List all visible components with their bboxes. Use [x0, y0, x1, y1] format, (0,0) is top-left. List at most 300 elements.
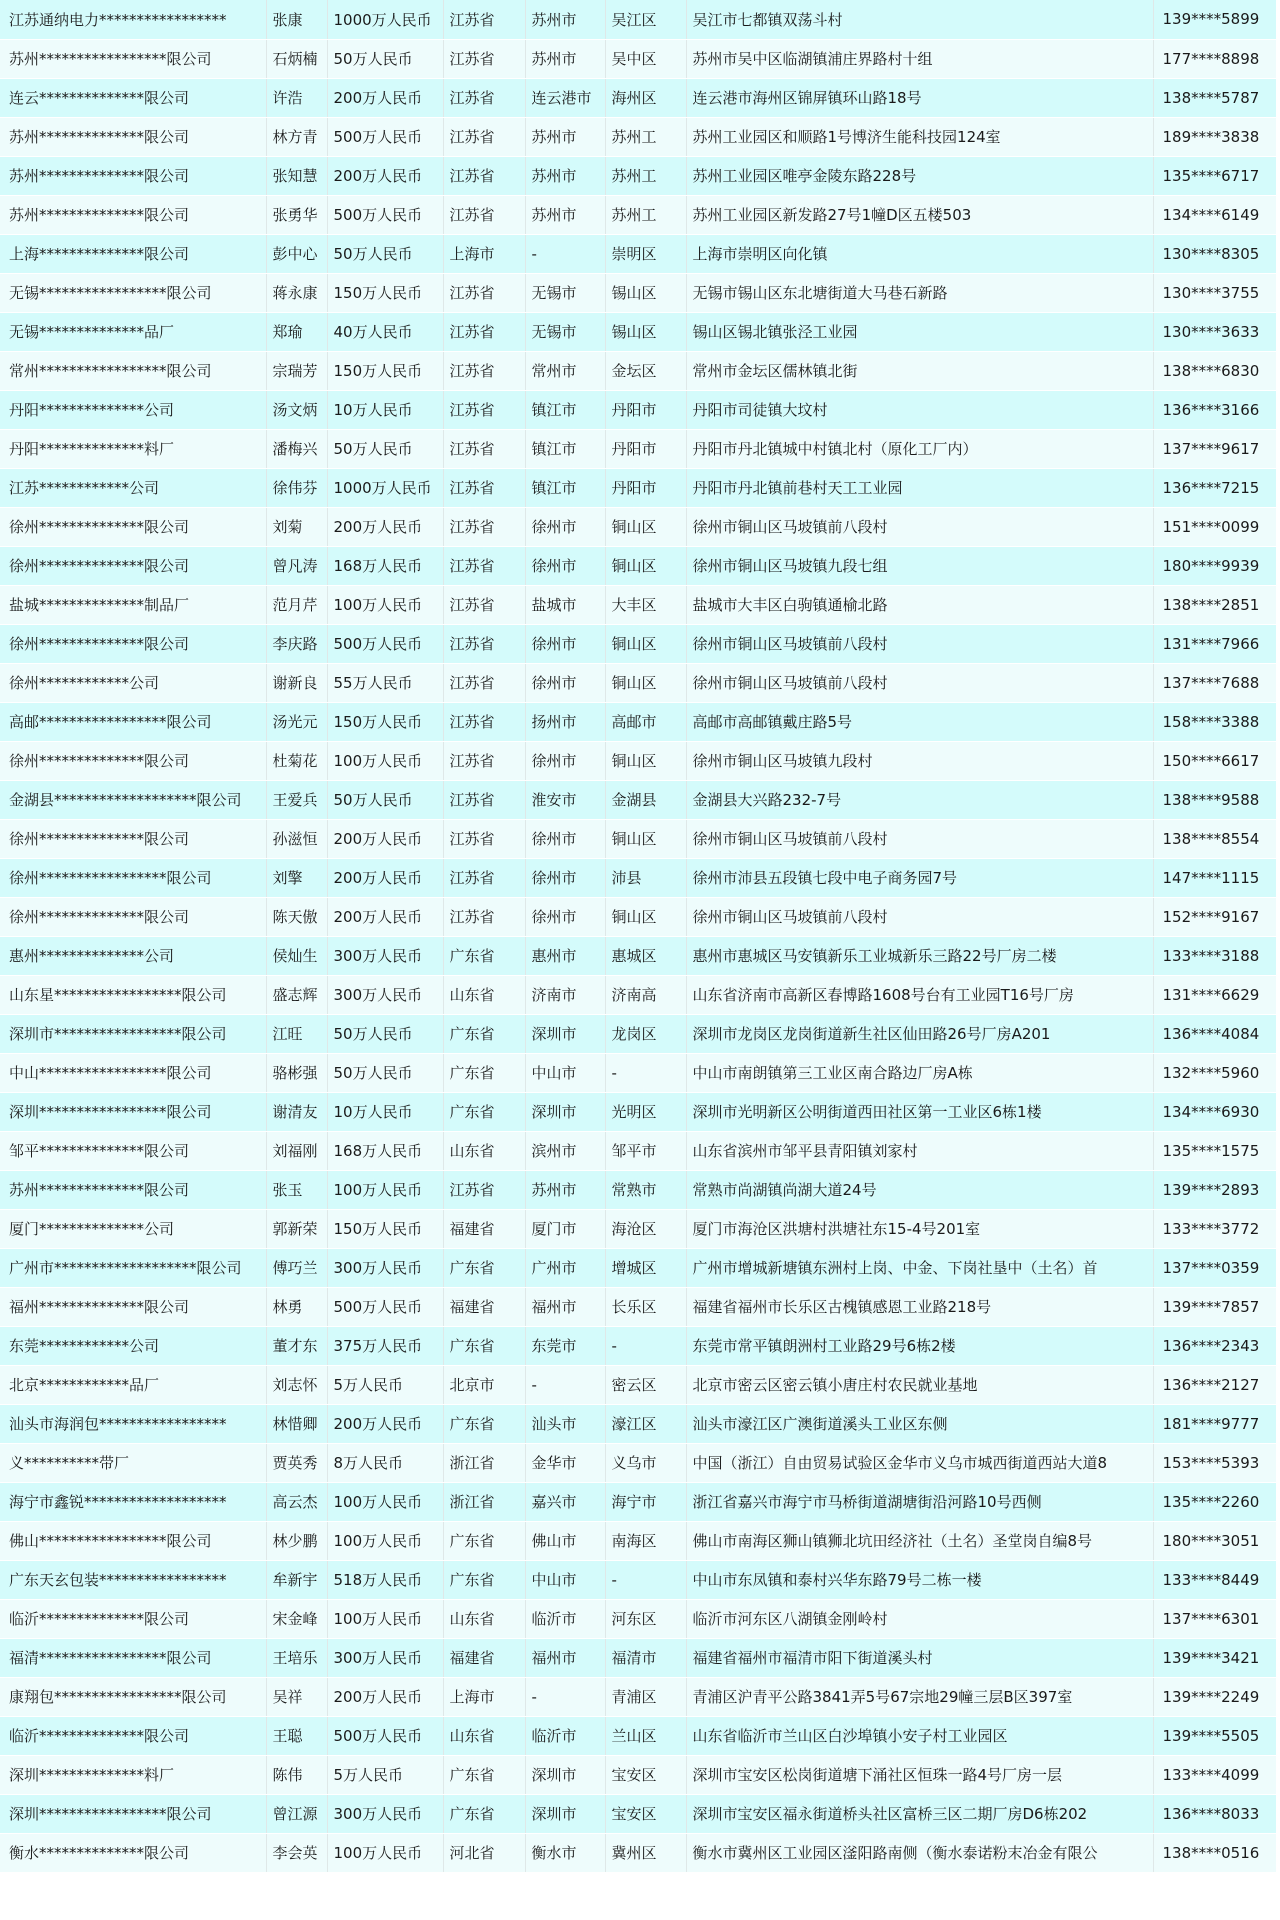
cell-legal-person: 谢新良 — [266, 663, 327, 702]
cell-district: 苏州工 — [605, 195, 686, 234]
cell-province: 广东省 — [443, 1794, 525, 1833]
cell-registered-capital: 40万人民币 — [327, 312, 443, 351]
cell-address: 广州市增城新塘镇东洲村上岗、中金、下岗社垦中（土名）首 — [686, 1248, 1153, 1287]
cell-legal-person: 孙滋恒 — [266, 819, 327, 858]
cell-province: 山东省 — [443, 1716, 525, 1755]
cell-address: 临沂市河东区八湖镇金刚岭村 — [686, 1599, 1153, 1638]
cell-registered-capital: 5万人民币 — [327, 1365, 443, 1404]
cell-district: 济南高 — [605, 975, 686, 1014]
cell-phone: 133****3772 — [1153, 1209, 1276, 1248]
cell-company-name: 佛山*****************限公司 — [0, 1521, 266, 1560]
cell-phone: 152****9167 — [1153, 897, 1276, 936]
cell-city: - — [525, 234, 605, 273]
cell-province: 江苏省 — [443, 897, 525, 936]
table-row — [0, 351, 1276, 390]
cell-province: 江苏省 — [443, 390, 525, 429]
cell-district: 福清市 — [605, 1638, 686, 1677]
cell-province: 江苏省 — [443, 156, 525, 195]
cell-registered-capital: 200万人民币 — [327, 819, 443, 858]
cell-address: 中山市南朗镇第三工业区南合路边厂房A栋 — [686, 1053, 1153, 1092]
cell-registered-capital: 150万人民币 — [327, 702, 443, 741]
cell-company-name: 邹平**************限公司 — [0, 1131, 266, 1170]
cell-province: 山东省 — [443, 1599, 525, 1638]
cell-legal-person: 骆彬强 — [266, 1053, 327, 1092]
cell-company-name: 深圳*****************限公司 — [0, 1794, 266, 1833]
cell-city: 徐州市 — [525, 507, 605, 546]
cell-district: 青浦区 — [605, 1677, 686, 1716]
table-row — [0, 1287, 1276, 1326]
cell-legal-person: 汤光元 — [266, 702, 327, 741]
cell-address: 无锡市锡山区东北塘街道大马巷石新路 — [686, 273, 1153, 312]
table-row — [0, 975, 1276, 1014]
cell-province: 江苏省 — [443, 780, 525, 819]
table-row — [0, 1014, 1276, 1053]
cell-province: 山东省 — [443, 1131, 525, 1170]
cell-address: 苏州工业园区唯亭金陵东路228号 — [686, 156, 1153, 195]
cell-legal-person: 刘菊 — [266, 507, 327, 546]
table-row — [0, 195, 1276, 234]
cell-province: 福建省 — [443, 1209, 525, 1248]
cell-legal-person: 林惜卿 — [266, 1404, 327, 1443]
cell-registered-capital: 300万人民币 — [327, 1794, 443, 1833]
cell-registered-capital: 200万人民币 — [327, 78, 443, 117]
cell-province: 河北省 — [443, 1833, 525, 1872]
cell-city: 苏州市 — [525, 39, 605, 78]
cell-city: 佛山市 — [525, 1521, 605, 1560]
cell-phone: 137****9617 — [1153, 429, 1276, 468]
cell-district: 龙岗区 — [605, 1014, 686, 1053]
cell-district: 苏州工 — [605, 117, 686, 156]
cell-registered-capital: 50万人民币 — [327, 1014, 443, 1053]
cell-legal-person: 董才东 — [266, 1326, 327, 1365]
table-row — [0, 936, 1276, 975]
cell-legal-person: 江旺 — [266, 1014, 327, 1053]
cell-legal-person: 蒋永康 — [266, 273, 327, 312]
cell-city: 嘉兴市 — [525, 1482, 605, 1521]
cell-province: 江苏省 — [443, 858, 525, 897]
table-row — [0, 624, 1276, 663]
cell-phone: 138****9588 — [1153, 780, 1276, 819]
table-row — [0, 1482, 1276, 1521]
cell-province: 江苏省 — [443, 624, 525, 663]
cell-phone: 150****6617 — [1153, 741, 1276, 780]
cell-company-name: 江苏通纳电力***************** — [0, 0, 266, 39]
cell-address: 徐州市铜山区马坡镇九段七组 — [686, 546, 1153, 585]
cell-phone: 136****2343 — [1153, 1326, 1276, 1365]
cell-phone: 151****0099 — [1153, 507, 1276, 546]
cell-legal-person: 彭中心 — [266, 234, 327, 273]
cell-address: 徐州市铜山区马坡镇前八段村 — [686, 663, 1153, 702]
cell-registered-capital: 300万人民币 — [327, 936, 443, 975]
cell-city: 中山市 — [525, 1053, 605, 1092]
cell-phone: 130****8305 — [1153, 234, 1276, 273]
cell-registered-capital: 300万人民币 — [327, 1248, 443, 1287]
cell-phone: 134****6149 — [1153, 195, 1276, 234]
cell-city: 滨州市 — [525, 1131, 605, 1170]
cell-district: - — [605, 1053, 686, 1092]
cell-company-name: 惠州**************公司 — [0, 936, 266, 975]
cell-company-name: 丹阳**************料厂 — [0, 429, 266, 468]
cell-registered-capital: 200万人民币 — [327, 156, 443, 195]
cell-district: 河东区 — [605, 1599, 686, 1638]
cell-district: 铜山区 — [605, 546, 686, 585]
cell-company-name: 广州市*******************限公司 — [0, 1248, 266, 1287]
cell-company-name: 苏州**************限公司 — [0, 1170, 266, 1209]
cell-legal-person: 王聪 — [266, 1716, 327, 1755]
table-row — [0, 1170, 1276, 1209]
cell-phone: 135****1575 — [1153, 1131, 1276, 1170]
cell-district: 宝安区 — [605, 1794, 686, 1833]
cell-legal-person: 陈伟 — [266, 1755, 327, 1794]
cell-city: 苏州市 — [525, 195, 605, 234]
cell-company-name: 苏州**************限公司 — [0, 156, 266, 195]
cell-registered-capital: 150万人民币 — [327, 1209, 443, 1248]
table-row — [0, 858, 1276, 897]
cell-legal-person: 高云杰 — [266, 1482, 327, 1521]
cell-district: 光明区 — [605, 1092, 686, 1131]
cell-city: 无锡市 — [525, 312, 605, 351]
cell-province: 江苏省 — [443, 1170, 525, 1209]
cell-district: 常熟市 — [605, 1170, 686, 1209]
cell-province: 上海市 — [443, 1677, 525, 1716]
cell-district: 大丰区 — [605, 585, 686, 624]
cell-legal-person: 石炳楠 — [266, 39, 327, 78]
cell-company-name: 福清*****************限公司 — [0, 1638, 266, 1677]
cell-legal-person: 盛志辉 — [266, 975, 327, 1014]
cell-city: 镇江市 — [525, 468, 605, 507]
cell-district: 兰山区 — [605, 1716, 686, 1755]
cell-province: 江苏省 — [443, 351, 525, 390]
cell-address: 中山市东凤镇和泰村兴华东路79号二栋一楼 — [686, 1560, 1153, 1599]
cell-legal-person: 林方青 — [266, 117, 327, 156]
cell-phone: 133****8449 — [1153, 1560, 1276, 1599]
cell-city: 汕头市 — [525, 1404, 605, 1443]
cell-city: 中山市 — [525, 1560, 605, 1599]
cell-address: 北京市密云区密云镇小唐庄村农民就业基地 — [686, 1365, 1153, 1404]
cell-legal-person: 刘擎 — [266, 858, 327, 897]
cell-company-name: 徐州**************限公司 — [0, 819, 266, 858]
cell-city: 临沂市 — [525, 1716, 605, 1755]
cell-phone: 136****8033 — [1153, 1794, 1276, 1833]
cell-legal-person: 牟新宇 — [266, 1560, 327, 1599]
cell-phone: 189****3838 — [1153, 117, 1276, 156]
cell-company-name: 丹阳**************公司 — [0, 390, 266, 429]
table-row — [0, 819, 1276, 858]
cell-province: 江苏省 — [443, 312, 525, 351]
cell-legal-person: 吴祥 — [266, 1677, 327, 1716]
cell-company-name: 山东星*****************限公司 — [0, 975, 266, 1014]
cell-registered-capital: 10万人民币 — [327, 1092, 443, 1131]
cell-registered-capital: 168万人民币 — [327, 1131, 443, 1170]
cell-address: 丹阳市丹北镇前巷村天工工业园 — [686, 468, 1153, 507]
cell-registered-capital: 100万人民币 — [327, 585, 443, 624]
cell-legal-person: 王爱兵 — [266, 780, 327, 819]
cell-address: 福建省福州市长乐区古槐镇感恩工业路218号 — [686, 1287, 1153, 1326]
cell-city: 广州市 — [525, 1248, 605, 1287]
cell-address: 吴江市七都镇双荡斗村 — [686, 0, 1153, 39]
cell-registered-capital: 500万人民币 — [327, 117, 443, 156]
cell-legal-person: 潘梅兴 — [266, 429, 327, 468]
cell-district: 宝安区 — [605, 1755, 686, 1794]
table-row — [0, 1560, 1276, 1599]
cell-province: 广东省 — [443, 1404, 525, 1443]
cell-address: 佛山市南海区狮山镇狮北坑田经济社（土名）圣堂岗自编8号 — [686, 1521, 1153, 1560]
cell-city: 深圳市 — [525, 1794, 605, 1833]
table-row — [0, 1092, 1276, 1131]
cell-company-name: 深圳*****************限公司 — [0, 1092, 266, 1131]
cell-province: 广东省 — [443, 1248, 525, 1287]
cell-province: 江苏省 — [443, 702, 525, 741]
cell-company-name: 徐州**************限公司 — [0, 546, 266, 585]
cell-phone: 153****5393 — [1153, 1443, 1276, 1482]
cell-district: 义乌市 — [605, 1443, 686, 1482]
cell-city: 徐州市 — [525, 624, 605, 663]
cell-phone: 138****8554 — [1153, 819, 1276, 858]
cell-legal-person: 李会英 — [266, 1833, 327, 1872]
cell-legal-person: 曾凡涛 — [266, 546, 327, 585]
cell-address: 盐城市大丰区白驹镇通榆北路 — [686, 585, 1153, 624]
cell-city: 徐州市 — [525, 819, 605, 858]
cell-legal-person: 郭新荣 — [266, 1209, 327, 1248]
cell-district: 铜山区 — [605, 507, 686, 546]
cell-city: 东莞市 — [525, 1326, 605, 1365]
cell-province: 江苏省 — [443, 117, 525, 156]
cell-phone: 180****3051 — [1153, 1521, 1276, 1560]
cell-district: 冀州区 — [605, 1833, 686, 1872]
cell-city: - — [525, 1677, 605, 1716]
cell-address: 常州市金坛区儒林镇北街 — [686, 351, 1153, 390]
cell-city: 深圳市 — [525, 1014, 605, 1053]
cell-legal-person: 刘志怀 — [266, 1365, 327, 1404]
cell-phone: 137****0359 — [1153, 1248, 1276, 1287]
cell-company-name: 徐州**************限公司 — [0, 741, 266, 780]
cell-address: 徐州市沛县五段镇七段中电子商务园7号 — [686, 858, 1153, 897]
cell-city: 连云港市 — [525, 78, 605, 117]
cell-province: 江苏省 — [443, 663, 525, 702]
cell-city: - — [525, 1365, 605, 1404]
cell-registered-capital: 1000万人民币 — [327, 0, 443, 39]
cell-company-name: 义**********带厂 — [0, 1443, 266, 1482]
cell-city: 徐州市 — [525, 858, 605, 897]
cell-city: 苏州市 — [525, 156, 605, 195]
table-row — [0, 1716, 1276, 1755]
cell-company-name: 金湖县*******************限公司 — [0, 780, 266, 819]
table-row — [0, 0, 1276, 39]
cell-registered-capital: 50万人民币 — [327, 780, 443, 819]
cell-registered-capital: 8万人民币 — [327, 1443, 443, 1482]
cell-registered-capital: 55万人民币 — [327, 663, 443, 702]
cell-phone: 139****2893 — [1153, 1170, 1276, 1209]
cell-address: 山东省济南市高新区春博路1608号台有工业园T16号厂房 — [686, 975, 1153, 1014]
cell-city: 厦门市 — [525, 1209, 605, 1248]
cell-district: 铜山区 — [605, 741, 686, 780]
cell-registered-capital: 300万人民币 — [327, 975, 443, 1014]
cell-district: 密云区 — [605, 1365, 686, 1404]
cell-city: 苏州市 — [525, 0, 605, 39]
cell-phone: 181****9777 — [1153, 1404, 1276, 1443]
cell-phone: 177****8898 — [1153, 39, 1276, 78]
cell-company-name: 苏州**************限公司 — [0, 195, 266, 234]
cell-registered-capital: 1000万人民币 — [327, 468, 443, 507]
cell-province: 江苏省 — [443, 195, 525, 234]
cell-province: 广东省 — [443, 936, 525, 975]
table-row — [0, 1443, 1276, 1482]
cell-legal-person: 谢清友 — [266, 1092, 327, 1131]
cell-district: 锡山区 — [605, 312, 686, 351]
cell-city: 苏州市 — [525, 1170, 605, 1209]
cell-address: 连云港市海州区锦屏镇环山路18号 — [686, 78, 1153, 117]
cell-phone: 139****5899 — [1153, 0, 1276, 39]
table-row — [0, 1677, 1276, 1716]
cell-province: 广东省 — [443, 1326, 525, 1365]
cell-address: 徐州市铜山区马坡镇九段村 — [686, 741, 1153, 780]
cell-city: 常州市 — [525, 351, 605, 390]
cell-address: 深圳市宝安区松岗街道塘下涌社区恒珠一路4号厂房一层 — [686, 1755, 1153, 1794]
cell-city: 镇江市 — [525, 429, 605, 468]
cell-legal-person: 傅巧兰 — [266, 1248, 327, 1287]
cell-address: 高邮市高邮镇戴庄路5号 — [686, 702, 1153, 741]
cell-city: 惠州市 — [525, 936, 605, 975]
table-row — [0, 156, 1276, 195]
cell-registered-capital: 100万人民币 — [327, 1170, 443, 1209]
cell-legal-person: 郑瑜 — [266, 312, 327, 351]
cell-district: 吴中区 — [605, 39, 686, 78]
cell-legal-person: 张玉 — [266, 1170, 327, 1209]
cell-address: 中国（浙江）自由贸易试验区金华市义乌市城西街道西站大道8 — [686, 1443, 1153, 1482]
cell-registered-capital: 150万人民币 — [327, 273, 443, 312]
cell-registered-capital: 200万人民币 — [327, 858, 443, 897]
cell-city: 盐城市 — [525, 585, 605, 624]
cell-district: 惠城区 — [605, 936, 686, 975]
cell-registered-capital: 150万人民币 — [327, 351, 443, 390]
cell-registered-capital: 518万人民币 — [327, 1560, 443, 1599]
cell-phone: 132****5960 — [1153, 1053, 1276, 1092]
table-row — [0, 429, 1276, 468]
cell-company-name: 北京************品厂 — [0, 1365, 266, 1404]
cell-legal-person: 汤文炳 — [266, 390, 327, 429]
cell-district: 增城区 — [605, 1248, 686, 1287]
cell-phone: 180****9939 — [1153, 546, 1276, 585]
cell-registered-capital: 100万人民币 — [327, 1599, 443, 1638]
table-row — [0, 39, 1276, 78]
cell-legal-person: 王培乐 — [266, 1638, 327, 1677]
table-row — [0, 663, 1276, 702]
table-row — [0, 1794, 1276, 1833]
cell-address: 深圳市龙岗区龙岗街道新生社区仙田路26号厂房A201 — [686, 1014, 1153, 1053]
cell-registered-capital: 200万人民币 — [327, 507, 443, 546]
cell-phone: 136****2127 — [1153, 1365, 1276, 1404]
cell-address: 苏州工业园区和顺路1号博济生能科技园124室 — [686, 117, 1153, 156]
table-row — [0, 468, 1276, 507]
cell-district: 沛县 — [605, 858, 686, 897]
table-row — [0, 1209, 1276, 1248]
cell-province: 江苏省 — [443, 0, 525, 39]
cell-registered-capital: 10万人民币 — [327, 390, 443, 429]
cell-company-name: 衡水**************限公司 — [0, 1833, 266, 1872]
cell-company-name: 海宁市鑫锐******************* — [0, 1482, 266, 1521]
cell-address: 锡山区锡北镇张泾工业园 — [686, 312, 1153, 351]
cell-phone: 138****6830 — [1153, 351, 1276, 390]
cell-registered-capital: 375万人民币 — [327, 1326, 443, 1365]
cell-city: 扬州市 — [525, 702, 605, 741]
cell-district: 铜山区 — [605, 819, 686, 858]
cell-address: 徐州市铜山区马坡镇前八段村 — [686, 819, 1153, 858]
cell-registered-capital: 50万人民币 — [327, 1053, 443, 1092]
cell-city: 徐州市 — [525, 897, 605, 936]
table-row — [0, 1248, 1276, 1287]
cell-company-name: 徐州**************限公司 — [0, 507, 266, 546]
cell-province: 江苏省 — [443, 741, 525, 780]
cell-company-name: 苏州**************限公司 — [0, 117, 266, 156]
cell-registered-capital: 100万人民币 — [327, 1521, 443, 1560]
cell-province: 广东省 — [443, 1560, 525, 1599]
cell-address: 汕头市濠江区广澳街道溪头工业区东侧 — [686, 1404, 1153, 1443]
cell-district: 丹阳市 — [605, 468, 686, 507]
cell-province: 江苏省 — [443, 507, 525, 546]
cell-company-name: 福州**************限公司 — [0, 1287, 266, 1326]
cell-company-name: 东莞************公司 — [0, 1326, 266, 1365]
cell-province: 广东省 — [443, 1755, 525, 1794]
cell-legal-person: 范月芹 — [266, 585, 327, 624]
cell-district: - — [605, 1560, 686, 1599]
cell-phone: 133****3188 — [1153, 936, 1276, 975]
cell-company-name: 徐州**************限公司 — [0, 624, 266, 663]
cell-legal-person: 张勇华 — [266, 195, 327, 234]
table-row — [0, 234, 1276, 273]
cell-province: 浙江省 — [443, 1482, 525, 1521]
cell-registered-capital: 50万人民币 — [327, 429, 443, 468]
cell-phone: 134****6930 — [1153, 1092, 1276, 1131]
cell-phone: 131****7966 — [1153, 624, 1276, 663]
cell-registered-capital: 500万人民币 — [327, 1716, 443, 1755]
table-row — [0, 1131, 1276, 1170]
cell-district: 海宁市 — [605, 1482, 686, 1521]
right-margin — [1276, 0, 1280, 1920]
cell-district: 海州区 — [605, 78, 686, 117]
cell-phone: 137****6301 — [1153, 1599, 1276, 1638]
cell-city: 徐州市 — [525, 663, 605, 702]
cell-address: 福建省福州市福清市阳下街道溪头村 — [686, 1638, 1153, 1677]
cell-district: 吴江区 — [605, 0, 686, 39]
cell-registered-capital: 500万人民币 — [327, 1287, 443, 1326]
cell-province: 江苏省 — [443, 546, 525, 585]
cell-address: 丹阳市丹北镇城中村镇北村（原化工厂内） — [686, 429, 1153, 468]
cell-province: 福建省 — [443, 1638, 525, 1677]
cell-district: 海沧区 — [605, 1209, 686, 1248]
cell-city: 福州市 — [525, 1638, 605, 1677]
table-row — [0, 1638, 1276, 1677]
cell-registered-capital: 50万人民币 — [327, 39, 443, 78]
table-row — [0, 1521, 1276, 1560]
cell-province: 江苏省 — [443, 468, 525, 507]
cell-address: 深圳市光明新区公明街道西田社区第一工业区6栋1楼 — [686, 1092, 1153, 1131]
table-row — [0, 273, 1276, 312]
cell-district: 金坛区 — [605, 351, 686, 390]
cell-district: 锡山区 — [605, 273, 686, 312]
cell-registered-capital: 500万人民币 — [327, 195, 443, 234]
table-row — [0, 1404, 1276, 1443]
cell-province: 上海市 — [443, 234, 525, 273]
table-row — [0, 897, 1276, 936]
cell-province: 江苏省 — [443, 585, 525, 624]
cell-company-name: 临沂**************限公司 — [0, 1599, 266, 1638]
cell-registered-capital: 100万人民币 — [327, 1833, 443, 1872]
cell-city: 深圳市 — [525, 1092, 605, 1131]
cell-address: 浙江省嘉兴市海宁市马桥街道湖塘街沿河路10号西侧 — [686, 1482, 1153, 1521]
cell-phone: 138****2851 — [1153, 585, 1276, 624]
cell-registered-capital: 500万人民币 — [327, 624, 443, 663]
table-row — [0, 312, 1276, 351]
